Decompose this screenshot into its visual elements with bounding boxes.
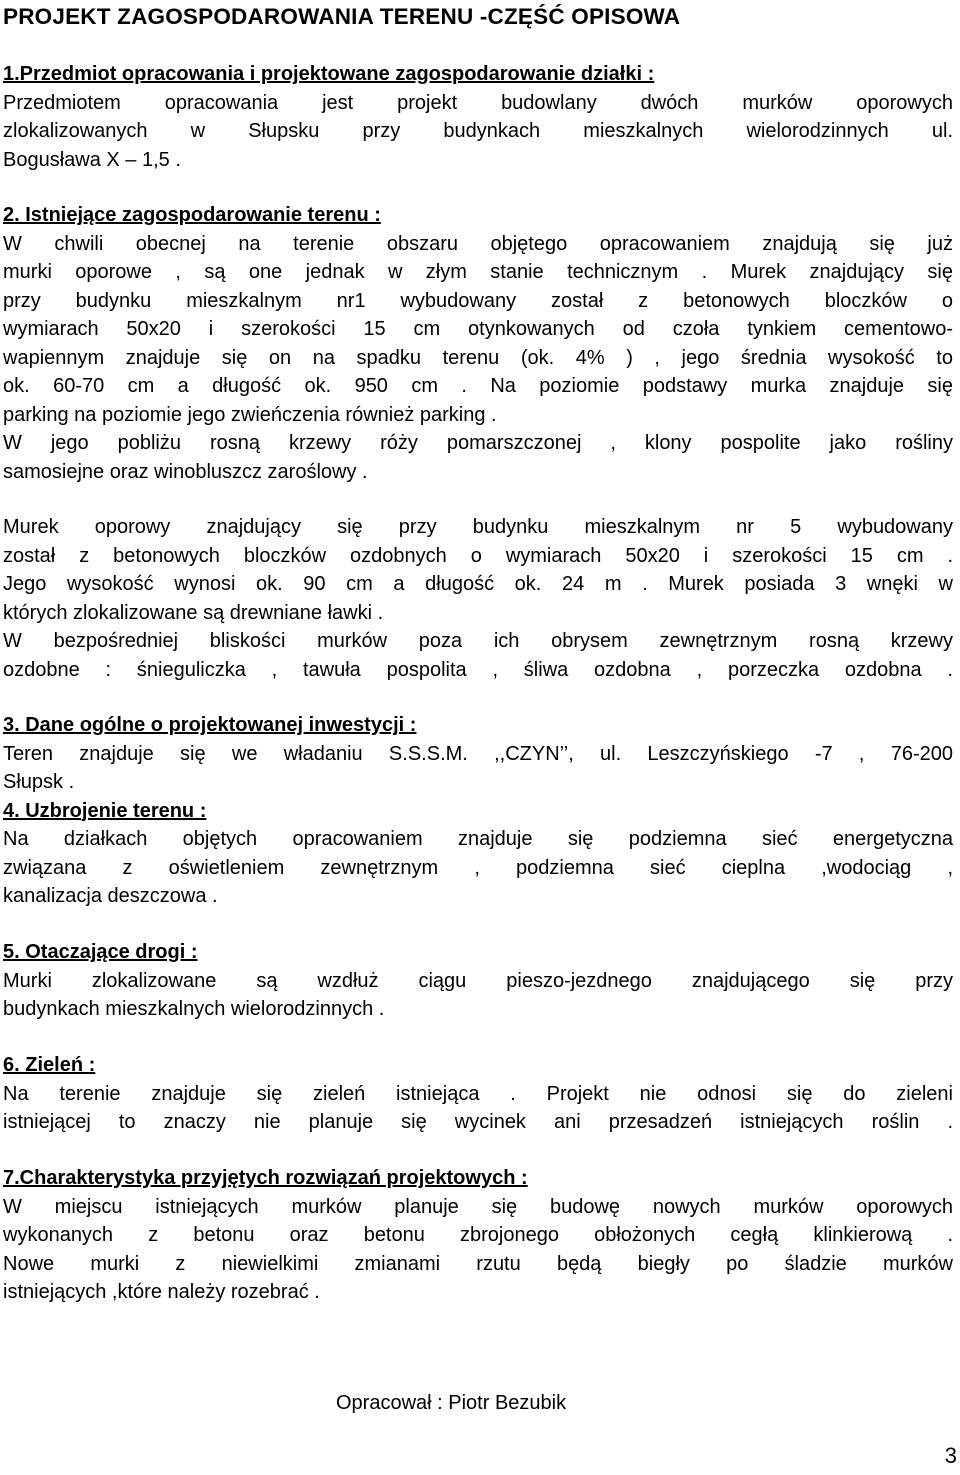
paragraph-line: parking na poziomie jego zwieńczenia również parking . [3, 403, 497, 426]
paragraph-line: Słupsk . [3, 771, 75, 793]
paragraph-line: budynkach mieszkalnych wielorodzinnych . [3, 998, 385, 1020]
section-1-heading [3, 60, 953, 88]
author-signature-line: Opracował : Piotr Bezubik [336, 1392, 567, 1414]
paragraph-line: Nowe murki z niewielkimi zmianami rzutu będą biegły po śladzie murków [3, 1252, 953, 1275]
section-4-heading [3, 797, 953, 825]
paragraph-line: zlokalizowanych w Słupsku przy budynkach mieszkalnych wielorodzinnych ul. [3, 120, 953, 142]
paragraph-line: murki oporowe , są one jednak w złym stanie technicznym . Murek znajdujący się [3, 261, 953, 283]
paragraph-line: W jego pobliżu rosną krzewy róży pomarszczonej , klony pospolite jako rośliny [3, 432, 953, 454]
paragraph-line: Murki zlokalizowane są wzdłuż ciągu pieszo-jezdnego znajdującego się przy [3, 969, 953, 992]
paragraph-line: wykonanych z betonu oraz betonu zbrojonego obłożonych cegłą klinkierową . [3, 1224, 953, 1246]
paragraph-line: samosiejne oraz winobluszcz zaroślowy . [3, 460, 368, 483]
page-number: 3 [944, 1443, 957, 1468]
paragraph-line: Teren znajduje się we władaniu S.S.S.M. ,,CZYN’’, ul. Leszczyńskiego -7 , 76-200 [3, 742, 953, 765]
section-heading-text: 1.Przedmiot opracowania i projektowane zagospodarowanie działki : [3, 63, 655, 85]
paragraph-line: ok. 60-70 cm a długość ok. 950 cm . Na poziomie podstawy murka znajduje się [3, 375, 953, 397]
document-title: PROJEKT ZAGOSPODAROWANIA TERENU -CZĘŚĆ OPISOWA [3, 4, 681, 29]
section-heading-text: 2. Istniejące zagospodarowanie terenu : [3, 204, 381, 226]
paragraph-line: wymiarach 50x20 i szerokości 15 cm otynkowanych od czoła tynkiem cementowo- [3, 318, 953, 340]
paragraph-line: istniejącej to znaczy nie planuje się wycinek ani przesadzeń istniejących roślin . [3, 1111, 953, 1133]
paragraph-line: został z betonowych bloczków ozdobnych o wymiarach 50x20 i szerokości 15 cm . [3, 544, 953, 567]
section-7-heading [3, 1164, 953, 1192]
section-heading-text: 3. Dane ogólne o projektowanej inwestycji : [3, 714, 417, 736]
paragraph-line: kanalizacja deszczowa . [3, 885, 218, 907]
section-heading-text: 4. Uzbrojenie terenu : [3, 799, 207, 822]
section-5-heading [3, 938, 953, 966]
section-heading-text: 7.Charakterystyka przyjętych rozwiązań projektowych : [3, 1167, 528, 1189]
paragraph-line: istniejących ,które należy rozebrać . [3, 1281, 320, 1303]
paragraph-line: ozdobne : śnieguliczka , tawuła pospolita , śliwa ozdobna , porzeczka ozdobna . [3, 658, 953, 681]
paragraph-line: Bogusława X – 1,5 . [3, 148, 181, 171]
paragraph-line: Na terenie znajduje się zieleń istniejąca . Projekt nie odnosi się do zieleni [3, 1082, 953, 1105]
section-heading-text: 5. Otaczające drogi : [3, 941, 198, 963]
paragraph-line: wapiennym znajduje się on na spadku terenu (ok. 4% ) , jego średnia wysokość to [3, 346, 953, 369]
paragraph-line: Murek oporowy znajdujący się przy budynku mieszkalnym nr 5 wybudowany [3, 516, 953, 538]
paragraph-line: Na działkach objętych opracowaniem znajduje się podziemna sieć energetyczna [3, 828, 953, 850]
paragraph-line: W bezpośredniej bliskości murków poza ich obrysem zewnętrznym rosną krzewy [3, 630, 953, 652]
paragraph-line: przy budynku mieszkalnym nr1 wybudowany został z betonowych bloczków o [3, 289, 953, 312]
paragraph-line: których zlokalizowane są drewniane ławki . [3, 601, 384, 624]
paragraph-line: Jego wysokość wynosi ok. 90 cm a długość ok. 24 m . Murek posiada 3 wnęki w [3, 573, 953, 595]
paragraph-line: W miejscu istniejących murków planuje się budowę nowych murków oporowych [3, 1195, 953, 1218]
section-heading-text: 6. Zieleń : [3, 1054, 96, 1076]
section-6-heading [3, 1051, 953, 1079]
paragraph-line: W chwili obecnej na terenie obszaru objętego opracowaniem znajdują się już [3, 232, 953, 255]
paragraph-line: Przedmiotem opracowania jest projekt budowlany dwóch murków oporowych [3, 91, 953, 114]
section-3-heading [3, 711, 953, 739]
paragraph-line: związana z oświetleniem zewnętrznym , podziemna sieć cieplna ,wodociąg , [3, 856, 953, 879]
section-2-heading [3, 201, 953, 229]
